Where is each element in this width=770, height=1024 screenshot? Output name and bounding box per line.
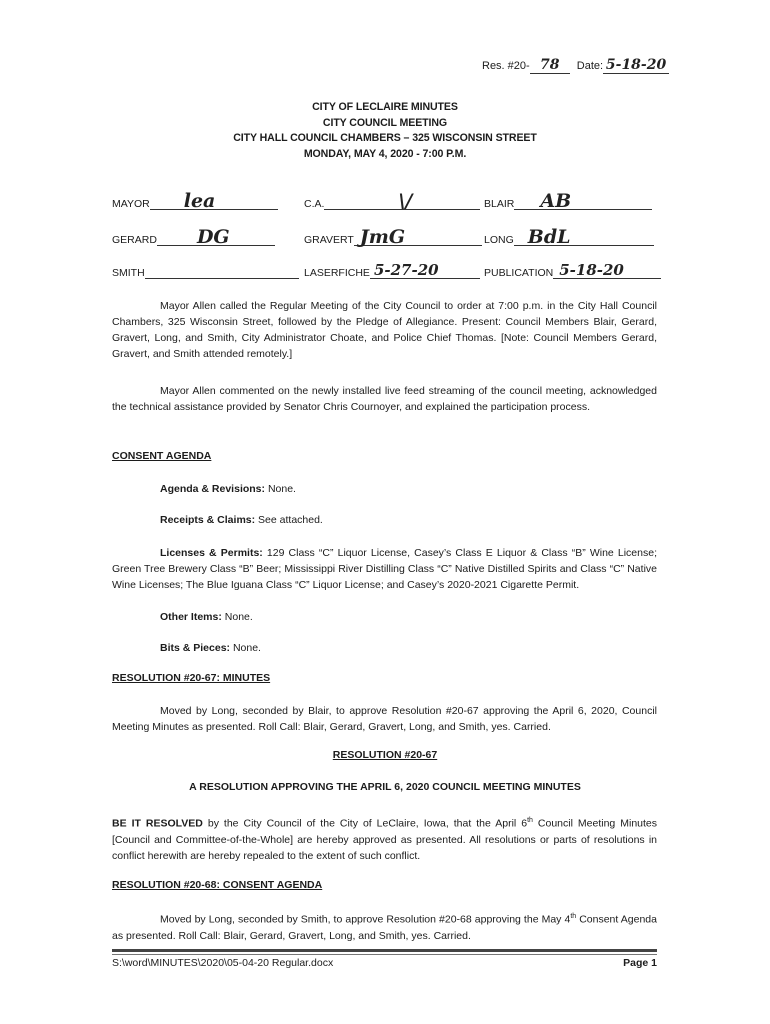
resolution-67-title: RESOLUTION #20-67: MINUTES xyxy=(112,672,271,684)
res68-motion-sup: th xyxy=(570,913,577,920)
gravert-field xyxy=(304,226,482,248)
document-header xyxy=(0,100,770,162)
footer-file-path: S:\word\MINUTES\2020\05-04-20 Regular.docx xyxy=(112,957,334,969)
resolution-67-center-title xyxy=(0,749,770,761)
smith-field xyxy=(112,264,299,279)
other-items-label: Other Items: xyxy=(160,611,222,623)
date-label: Date: xyxy=(576,60,604,72)
publication-date: 5-18-20 xyxy=(559,261,624,279)
resolution-68-motion xyxy=(112,909,657,944)
receipts-claims-item xyxy=(160,512,657,528)
agenda-revisions-label: Agenda & Revisions: xyxy=(160,483,266,495)
consent-agenda-heading xyxy=(112,448,657,464)
laserfiche-label: LASERFICHE xyxy=(304,267,370,279)
gravert-initials: JmG xyxy=(359,226,406,248)
gravert-label: GRAVERT xyxy=(304,234,354,246)
bits-pieces-label: Bits & Pieces: xyxy=(160,642,231,654)
licenses-permits-label: Licenses & Permits: xyxy=(160,547,263,559)
publication-field xyxy=(484,261,661,279)
licenses-permits-item xyxy=(112,545,657,593)
bits-pieces-value: None. xyxy=(230,642,261,654)
signoff-row-1 xyxy=(112,186,657,214)
resolved-sup: th xyxy=(527,817,533,824)
resolved-text-b: Council Meeting Minutes [Council and Committee-of-the-Whole] are hereby approved as presented. All resolutions or parts of resolutions in conflict herewith are hereby repealed to the extent of such conflict. xyxy=(112,817,658,862)
receipts-claims-value: See attached. xyxy=(255,514,323,526)
smith-label: SMITH xyxy=(112,267,145,279)
footer-page-number: Page 1 xyxy=(623,957,657,969)
ca-initials: \/ xyxy=(398,190,413,212)
header-line-2: CITY COUNCIL MEETING xyxy=(322,116,448,129)
date-value: 5-18-20 xyxy=(603,57,669,74)
long-initials: BdL xyxy=(527,226,571,248)
consent-agenda-title: CONSENT AGENDA xyxy=(112,450,212,462)
resolution-67-subtitle: A RESOLUTION APPROVING THE APRIL 6, 2020 COUNCIL MEETING MINUTES xyxy=(189,781,581,793)
resolution-68-heading xyxy=(112,877,657,893)
long-field xyxy=(484,226,654,248)
resolution-68-title: RESOLUTION #20-68: CONSENT AGENDA xyxy=(112,879,323,891)
receipts-claims-label: Receipts & Claims: xyxy=(160,514,256,526)
mayor-field xyxy=(112,190,278,212)
header-line-4: MONDAY, MAY 4, 2020 - 7:00 P.M. xyxy=(303,147,467,160)
resolution-67-center-title-text: RESOLUTION #20-67 xyxy=(332,749,438,761)
signoff-row-2 xyxy=(112,222,657,250)
footer-rule-thick xyxy=(112,949,657,952)
resolution-67-motion: Moved by Long, seconded by Blair, to approve Resolution #20-67 approving the April 6, 2020, Council Meeting Minutes as presented. Roll Call: Blair, Gerard, Gravert, Long, and Smith, yes. Carried. xyxy=(112,705,657,733)
mayor-label: MAYOR xyxy=(112,198,150,210)
blair-initials: AB xyxy=(540,190,572,212)
laserfiche-field xyxy=(304,261,480,279)
resolved-text-a: by the City Council of the City of LeClaire, Iowa, that the April 6 xyxy=(202,817,528,830)
mayor-initials: lea xyxy=(183,190,216,212)
gerard-label: GERARD xyxy=(112,234,157,246)
gerard-initials: DG xyxy=(196,226,230,248)
header-line-3: CITY HALL COUNCIL CHAMBERS – 325 WISCONSIN STREET xyxy=(233,132,537,144)
agenda-revisions-value: None. xyxy=(265,483,296,495)
footer-rule-thin xyxy=(112,954,657,955)
ca-field xyxy=(304,190,480,212)
res-number: 78 xyxy=(530,57,570,74)
bits-pieces-item xyxy=(160,640,657,656)
signoff-row-3 xyxy=(112,255,657,283)
res68-motion-a: Moved by Long, seconded by Smith, to approve Resolution #20-68 approving the May 4 xyxy=(160,913,571,926)
call-to-order-paragraph: Mayor Allen called the Regular Meeting of the City Council to order at 7:00 p.m. in the City Hall Council Chambers, 325 Wisconsin Street, followed by the Pledge of Allegiance. Present: Council Members Blair, Gerard, Gravert, Long, and Smith, City Administrator Choate, and Police Chief Thomas. [Note: Council Members Gerard, Gravert, and Smith attended remotely.] xyxy=(112,300,657,360)
agenda-revisions-item xyxy=(160,481,657,497)
resolution-67-heading xyxy=(112,670,657,686)
other-items-item xyxy=(160,609,657,625)
res68-motion-b: Consent Agenda as presented. Roll Call: Blair, Gerard, Gravert, Long, and Smith, yes. Carried. xyxy=(112,913,657,942)
laserfiche-date: 5-27-20 xyxy=(373,261,439,279)
long-label: LONG xyxy=(484,234,514,246)
publication-label: PUBLICATION xyxy=(484,267,554,279)
live-feed-paragraph: Mayor Allen commented on the newly installed live feed streaming of the council meeting, acknowledged the technical assistance provided by Senator Chris Cournoyer, and explained the participation process. xyxy=(112,385,657,413)
res-label: Res. #20- xyxy=(482,60,530,72)
header-line-1: CITY OF LECLAIRE MINUTES xyxy=(312,101,458,113)
blair-label: BLAIR xyxy=(484,198,515,210)
resolution-stamp xyxy=(482,57,669,74)
ca-label: C.A. xyxy=(304,198,325,210)
resolution-67-resolved xyxy=(112,813,657,864)
licenses-permits-value: 129 Class “C” Liquor License, Casey’s Class E Liquor & Class “B” Wine License; Green Tree Brewery Class “B” Beer; Mississippi River Distilling Class “C” Native Distilled Spirits and Class “C” Native Wine Licenses; The Blue Iguana Class “C” Liquor License; and Casey’s 2020-2021 Cigarette Permit. xyxy=(112,547,657,591)
gerard-field xyxy=(112,226,275,248)
blair-field xyxy=(484,190,652,212)
other-items-value: None. xyxy=(221,611,253,623)
be-it-resolved-label: BE IT RESOLVED xyxy=(112,817,203,830)
